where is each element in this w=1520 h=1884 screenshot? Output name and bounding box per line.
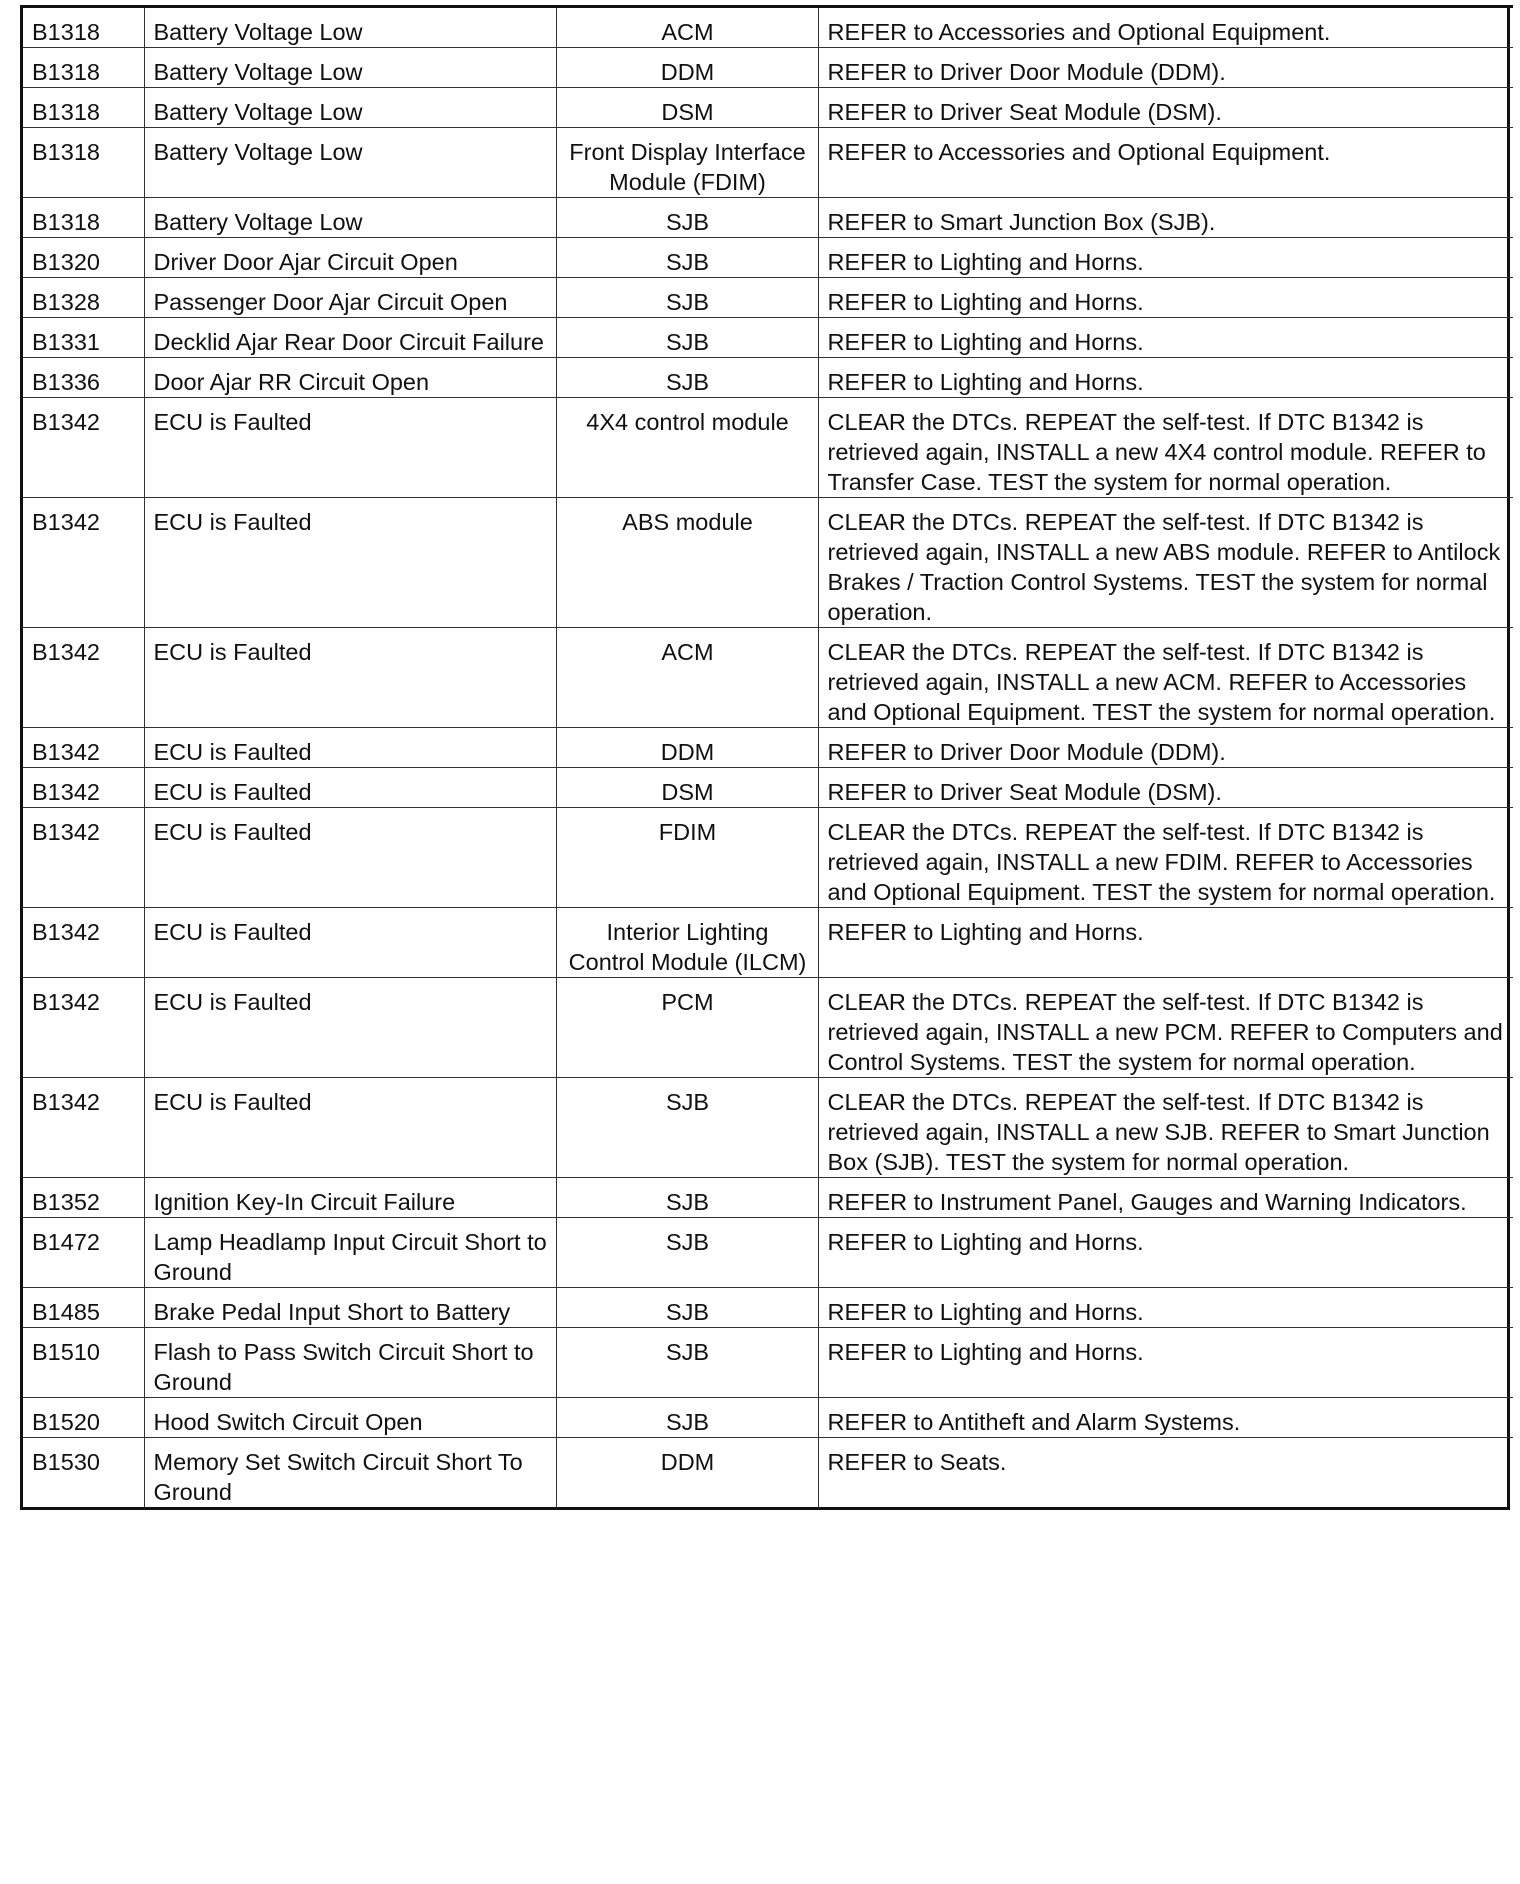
dtc-module-cell: ACM bbox=[556, 628, 818, 728]
dtc-code-cell: B1342 bbox=[23, 728, 144, 768]
dtc-table-body bbox=[23, 7, 1513, 1508]
dtc-action-cell: CLEAR the DTCs. REPEAT the self-test. If DTC B1342 is retrieved again, INSTALL a new PCM. REFER to Computers and Control Systems. TEST the system for normal operation. bbox=[818, 978, 1513, 1078]
table-row bbox=[23, 908, 1513, 978]
dtc-code-cell: B1318 bbox=[23, 198, 144, 238]
dtc-description-cell: ECU is Faulted bbox=[144, 728, 556, 768]
dtc-code-cell: B1520 bbox=[23, 1398, 144, 1438]
dtc-action-cell: REFER to Lighting and Horns. bbox=[818, 238, 1513, 278]
table-row bbox=[23, 1328, 1513, 1398]
dtc-description-cell: ECU is Faulted bbox=[144, 978, 556, 1078]
dtc-action-cell: REFER to Lighting and Horns. bbox=[818, 1328, 1513, 1398]
dtc-code-cell: B1318 bbox=[23, 7, 144, 48]
dtc-description-cell: Memory Set Switch Circuit Short To Ground bbox=[144, 1438, 556, 1508]
dtc-module-cell: PCM bbox=[556, 978, 818, 1078]
dtc-module-cell: SJB bbox=[556, 1178, 818, 1218]
dtc-code-cell: B1352 bbox=[23, 1178, 144, 1218]
dtc-module-cell: SJB bbox=[556, 1328, 818, 1398]
table-row bbox=[23, 238, 1513, 278]
dtc-module-cell: SJB bbox=[556, 198, 818, 238]
dtc-module-cell: DDM bbox=[556, 1438, 818, 1508]
dtc-module-cell: SJB bbox=[556, 358, 818, 398]
table-row bbox=[23, 128, 1513, 198]
dtc-description-cell: Flash to Pass Switch Circuit Short to Ground bbox=[144, 1328, 556, 1398]
dtc-action-cell: CLEAR the DTCs. REPEAT the self-test. If DTC B1342 is retrieved again, INSTALL a new ACM. REFER to Accessories and Optional Equipment. TEST the system for normal operation. bbox=[818, 628, 1513, 728]
dtc-action-cell: REFER to Driver Seat Module (DSM). bbox=[818, 88, 1513, 128]
dtc-action-cell: CLEAR the DTCs. REPEAT the self-test. If DTC B1342 is retrieved again, INSTALL a new SJB. REFER to Smart Junction Box (SJB). TEST the system for normal operation. bbox=[818, 1078, 1513, 1178]
dtc-action-cell: REFER to Driver Door Module (DDM). bbox=[818, 48, 1513, 88]
dtc-module-cell: SJB bbox=[556, 1078, 818, 1178]
table-row bbox=[23, 88, 1513, 128]
dtc-module-cell: SJB bbox=[556, 238, 818, 278]
dtc-code-cell: B1342 bbox=[23, 908, 144, 978]
dtc-module-cell: DDM bbox=[556, 48, 818, 88]
dtc-description-cell: Decklid Ajar Rear Door Circuit Failure bbox=[144, 318, 556, 358]
dtc-module-cell: DSM bbox=[556, 88, 818, 128]
dtc-module-cell: ACM bbox=[556, 7, 818, 48]
dtc-action-cell: CLEAR the DTCs. REPEAT the self-test. If DTC B1342 is retrieved again, INSTALL a new ABS module. REFER to Antilock Brakes / Traction Control Systems. TEST the system for normal operation. bbox=[818, 498, 1513, 628]
dtc-action-cell: REFER to Lighting and Horns. bbox=[818, 1218, 1513, 1288]
dtc-code-cell: B1331 bbox=[23, 318, 144, 358]
dtc-description-cell: ECU is Faulted bbox=[144, 908, 556, 978]
table-row bbox=[23, 1288, 1513, 1328]
dtc-code-cell: B1336 bbox=[23, 358, 144, 398]
dtc-action-cell: REFER to Lighting and Horns. bbox=[818, 1288, 1513, 1328]
dtc-description-cell: ECU is Faulted bbox=[144, 768, 556, 808]
dtc-module-cell: SJB bbox=[556, 1288, 818, 1328]
dtc-module-cell: Front Display Interface Module (FDIM) bbox=[556, 128, 818, 198]
dtc-description-cell: ECU is Faulted bbox=[144, 398, 556, 498]
dtc-action-cell: REFER to Driver Seat Module (DSM). bbox=[818, 768, 1513, 808]
dtc-description-cell: Door Ajar RR Circuit Open bbox=[144, 358, 556, 398]
dtc-module-cell: Interior Lighting Control Module (ILCM) bbox=[556, 908, 818, 978]
dtc-code-cell: B1485 bbox=[23, 1288, 144, 1328]
dtc-code-cell: B1530 bbox=[23, 1438, 144, 1508]
dtc-action-cell: REFER to Driver Door Module (DDM). bbox=[818, 728, 1513, 768]
table-row bbox=[23, 628, 1513, 728]
dtc-module-cell: SJB bbox=[556, 278, 818, 318]
dtc-description-cell: Lamp Headlamp Input Circuit Short to Ground bbox=[144, 1218, 556, 1288]
dtc-code-cell: B1328 bbox=[23, 278, 144, 318]
dtc-description-cell: Hood Switch Circuit Open bbox=[144, 1398, 556, 1438]
dtc-description-cell: Battery Voltage Low bbox=[144, 128, 556, 198]
dtc-description-cell: Ignition Key-In Circuit Failure bbox=[144, 1178, 556, 1218]
dtc-description-cell: Driver Door Ajar Circuit Open bbox=[144, 238, 556, 278]
dtc-table bbox=[23, 5, 1513, 1507]
table-row bbox=[23, 808, 1513, 908]
dtc-code-cell: B1342 bbox=[23, 768, 144, 808]
dtc-module-cell: FDIM bbox=[556, 808, 818, 908]
dtc-description-cell: ECU is Faulted bbox=[144, 628, 556, 728]
dtc-module-cell: SJB bbox=[556, 318, 818, 358]
dtc-action-cell: REFER to Antitheft and Alarm Systems. bbox=[818, 1398, 1513, 1438]
table-row bbox=[23, 1078, 1513, 1178]
table-row bbox=[23, 48, 1513, 88]
dtc-action-cell: REFER to Seats. bbox=[818, 1438, 1513, 1508]
dtc-module-cell: ABS module bbox=[556, 498, 818, 628]
dtc-description-cell: Passenger Door Ajar Circuit Open bbox=[144, 278, 556, 318]
table-row bbox=[23, 1218, 1513, 1288]
dtc-code-cell: B1342 bbox=[23, 398, 144, 498]
dtc-action-cell: REFER to Lighting and Horns. bbox=[818, 278, 1513, 318]
dtc-description-cell: ECU is Faulted bbox=[144, 498, 556, 628]
dtc-code-cell: B1342 bbox=[23, 498, 144, 628]
table-row bbox=[23, 768, 1513, 808]
dtc-code-cell: B1318 bbox=[23, 88, 144, 128]
dtc-action-cell: REFER to Smart Junction Box (SJB). bbox=[818, 198, 1513, 238]
dtc-action-cell: CLEAR the DTCs. REPEAT the self-test. If DTC B1342 is retrieved again, INSTALL a new FDIM. REFER to Accessories and Optional Equipment. TEST the system for normal operation. bbox=[818, 808, 1513, 908]
dtc-description-cell: Battery Voltage Low bbox=[144, 198, 556, 238]
dtc-code-cell: B1318 bbox=[23, 128, 144, 198]
dtc-table-frame bbox=[20, 5, 1510, 1510]
table-row bbox=[23, 278, 1513, 318]
dtc-code-cell: B1510 bbox=[23, 1328, 144, 1398]
dtc-description-cell: ECU is Faulted bbox=[144, 1078, 556, 1178]
dtc-description-cell: Battery Voltage Low bbox=[144, 7, 556, 48]
dtc-code-cell: B1342 bbox=[23, 808, 144, 908]
table-row bbox=[23, 1438, 1513, 1508]
dtc-description-cell: Battery Voltage Low bbox=[144, 48, 556, 88]
dtc-code-cell: B1342 bbox=[23, 978, 144, 1078]
dtc-module-cell: 4X4 control module bbox=[556, 398, 818, 498]
dtc-module-cell: SJB bbox=[556, 1218, 818, 1288]
dtc-action-cell: REFER to Lighting and Horns. bbox=[818, 318, 1513, 358]
table-row bbox=[23, 498, 1513, 628]
table-row bbox=[23, 198, 1513, 238]
table-row bbox=[23, 7, 1513, 48]
dtc-action-cell: REFER to Lighting and Horns. bbox=[818, 358, 1513, 398]
dtc-module-cell: DDM bbox=[556, 728, 818, 768]
dtc-description-cell: Brake Pedal Input Short to Battery bbox=[144, 1288, 556, 1328]
dtc-module-cell: DSM bbox=[556, 768, 818, 808]
table-row bbox=[23, 978, 1513, 1078]
dtc-code-cell: B1320 bbox=[23, 238, 144, 278]
table-row bbox=[23, 1178, 1513, 1218]
dtc-code-cell: B1318 bbox=[23, 48, 144, 88]
dtc-action-cell: REFER to Accessories and Optional Equipment. bbox=[818, 7, 1513, 48]
dtc-description-cell: Battery Voltage Low bbox=[144, 88, 556, 128]
dtc-action-cell: REFER to Lighting and Horns. bbox=[818, 908, 1513, 978]
dtc-action-cell: REFER to Accessories and Optional Equipment. bbox=[818, 128, 1513, 198]
table-row bbox=[23, 318, 1513, 358]
dtc-code-cell: B1342 bbox=[23, 628, 144, 728]
dtc-action-cell: CLEAR the DTCs. REPEAT the self-test. If DTC B1342 is retrieved again, INSTALL a new 4X4 control module. REFER to Transfer Case. TEST the system for normal operation. bbox=[818, 398, 1513, 498]
table-row bbox=[23, 358, 1513, 398]
dtc-code-cell: B1472 bbox=[23, 1218, 144, 1288]
dtc-action-cell: REFER to Instrument Panel, Gauges and Warning Indicators. bbox=[818, 1178, 1513, 1218]
table-row bbox=[23, 1398, 1513, 1438]
table-row bbox=[23, 398, 1513, 498]
table-row bbox=[23, 728, 1513, 768]
dtc-module-cell: SJB bbox=[556, 1398, 818, 1438]
dtc-code-cell: B1342 bbox=[23, 1078, 144, 1178]
dtc-description-cell: ECU is Faulted bbox=[144, 808, 556, 908]
